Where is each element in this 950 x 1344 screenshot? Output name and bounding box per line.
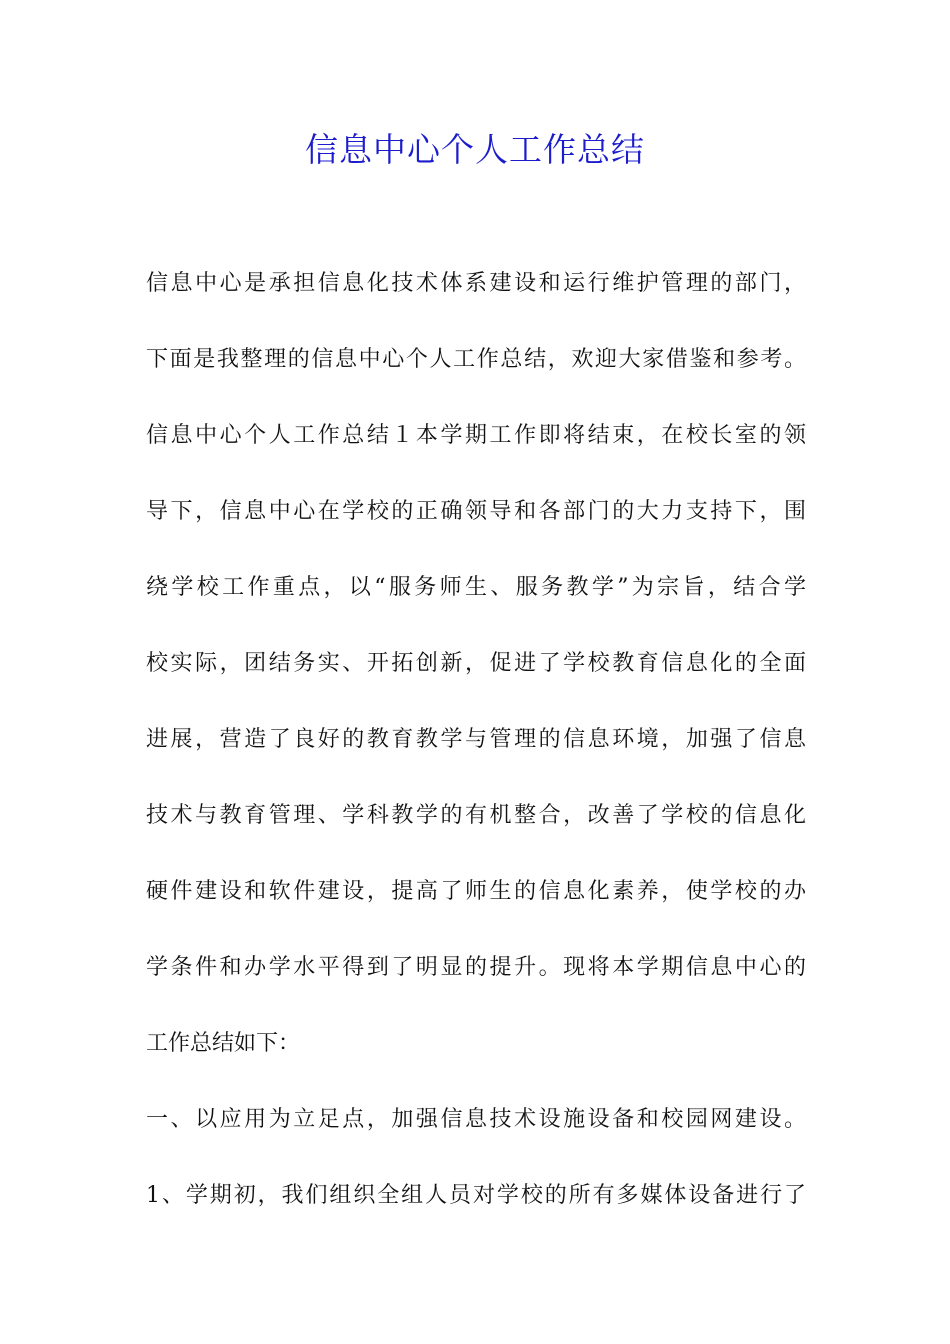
body-line-6: 校实际，团结务实、开拓创新，促进了学校教育信息化的全面 bbox=[146, 651, 806, 676]
document-body bbox=[146, 264, 806, 1252]
body-line-3: 信息中心个人工作总结１本学期工作即将结束，在校长室的领 bbox=[146, 423, 806, 448]
body-line-11: 工作总结如下： bbox=[146, 1031, 301, 1056]
body-line-7: 进展，营造了良好的教育教学与管理的信息环境，加强了信息 bbox=[146, 727, 806, 752]
body-line-4: 导下，信息中心在学校的正确领导和各部门的大力支持下，围 bbox=[146, 499, 806, 524]
body-line-5: 绕学校工作重点，以“服务师生、服务教学”为宗旨，结合学 bbox=[146, 575, 806, 600]
body-line-10: 学条件和办学水平得到了明显的提升。现将本学期信息中心的 bbox=[146, 955, 806, 980]
body-line-2: 下面是我整理的信息中心个人工作总结，欢迎大家借鉴和参考。 bbox=[146, 347, 806, 372]
document-title: 信息中心个人工作总结 bbox=[305, 130, 645, 169]
section-heading-1: 一、以应用为立足点，加强信息技术设施设备和校园网建设。 bbox=[146, 1107, 806, 1132]
body-line-13: 1、学期初，我们组织全组人员对学校的所有多媒体设备进行了 bbox=[146, 1183, 806, 1208]
body-line-9: 硬件建设和软件建设，提高了师生的信息化素养，使学校的办 bbox=[146, 879, 806, 904]
body-line-1: 信息中心是承担信息化技术体系建设和运行维护管理的部门， bbox=[146, 271, 806, 296]
body-line-8: 技术与教育管理、学科教学的有机整合，改善了学校的信息化 bbox=[146, 803, 806, 828]
